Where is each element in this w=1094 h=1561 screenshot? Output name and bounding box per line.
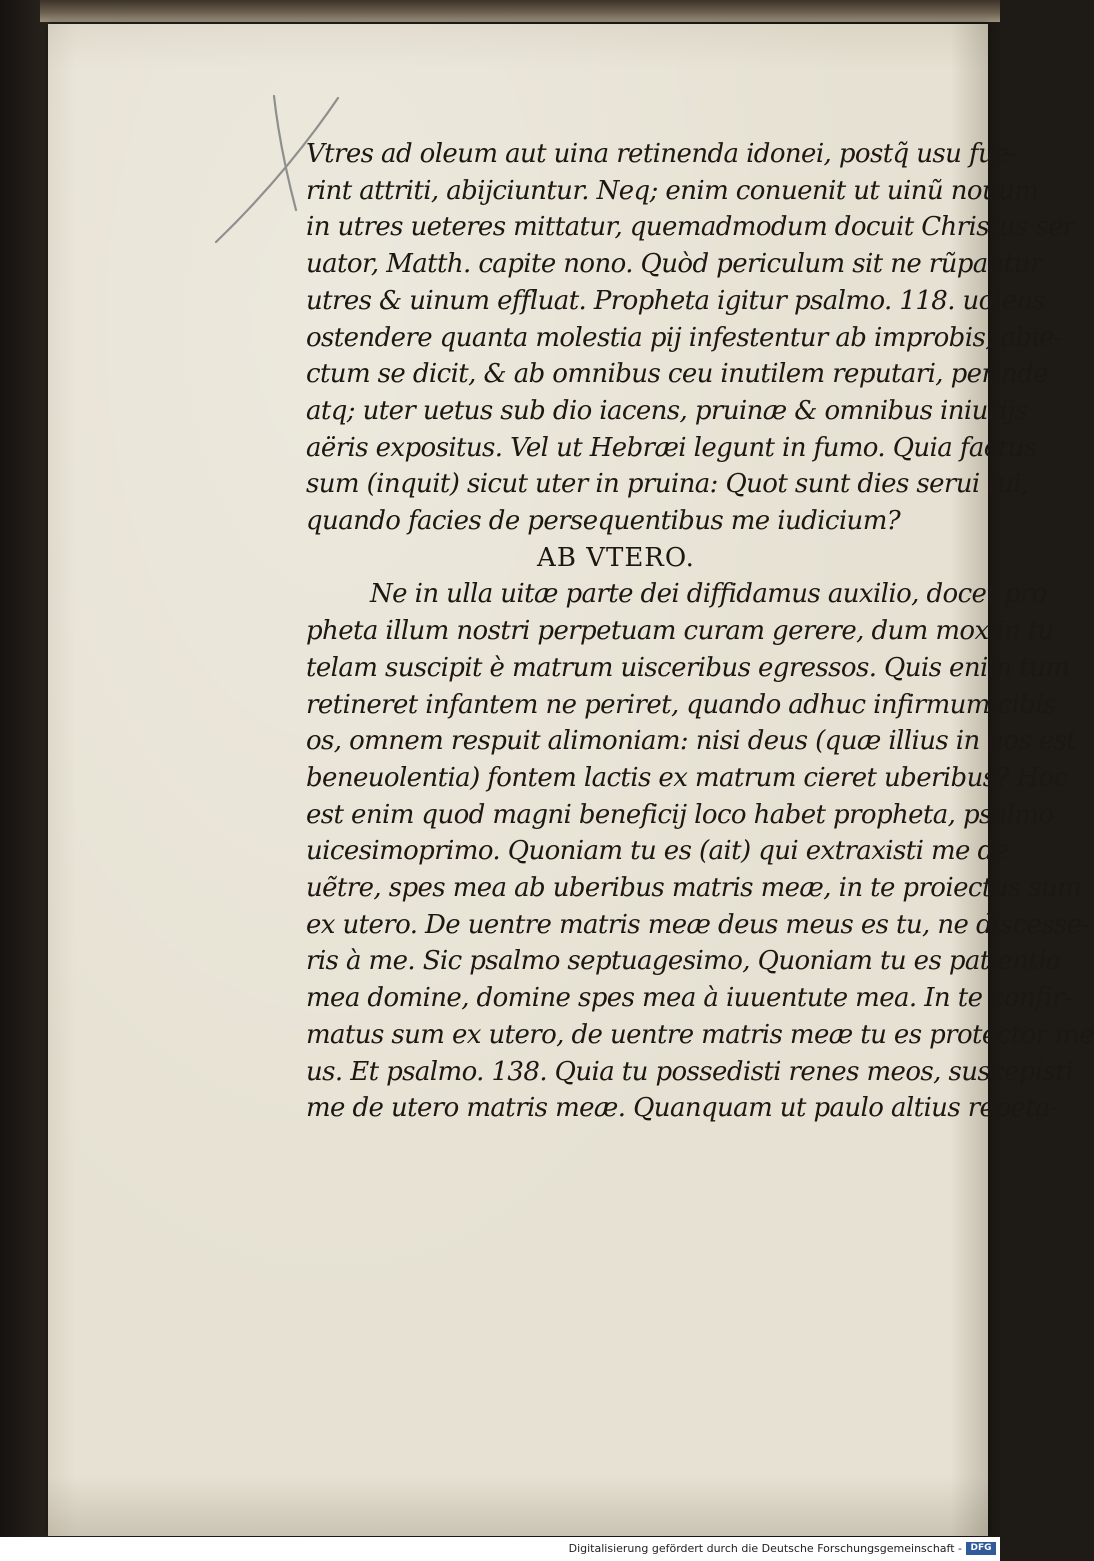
text-line: me de utero matris meæ. Quanquam ut paulo altius repeta- (306, 1093, 1059, 1124)
text-line: ex utero. De uentre matris meæ deus meus es tu, ne discesse- (306, 909, 1090, 940)
text-line: uẽtre, spes mea ab uberibus matris meæ, in te proiectus sum (306, 873, 1082, 904)
text-line: uicesimoprimo. Quoniam tu es (ait) qui extraxisti me de (306, 836, 1009, 867)
book-top-edge (40, 0, 1000, 22)
text-line: est enim quod magni beneficij loco habet propheta, psalmo (306, 799, 1054, 830)
text-line: telam suscipit è matrum uisceribus egressos. Quis enim tum (306, 652, 1070, 683)
footer-credit: Digitalisierung gefördert durch die Deutsche Forschungsgemeinschaft - (568, 1542, 962, 1555)
text-line: quando facies de persequentibus me iudicium? (306, 506, 901, 537)
text-line: rint attriti, abijciuntur. Neq; enim conuenit ut uinũ nouum (306, 175, 1039, 206)
text-line: ris à me. Sic psalmo septuagesimo, Quoniam tu es patientia (306, 946, 1061, 977)
section-heading: AB VTERO. (537, 542, 695, 573)
text-line: in utres ueteres mittatur, quemadmodum docuit Christus ser (306, 212, 1075, 243)
text-line: aëris expositus. Vel ut Hebræi legunt in fumo. Quia factus (306, 432, 1037, 463)
text-line: atq; uter uetus sub dio iacens, pruinæ & omnibus iniurijs (306, 395, 1028, 426)
text-line: us. Et psalmo. 138. Quia tu possedisti renes meos, suscepisti (306, 1056, 1073, 1087)
text-line: Ne in ulla uitæ parte dei diffidamus auxilio, docet pro (370, 579, 1047, 610)
text-line: beneuolentia) fontem lactis ex matrum cieret uberibus? Hoc (306, 762, 1068, 793)
text-line: uator, Matth. capite nono. Quòd periculum sit ne rũpantur (306, 249, 1042, 280)
paragraph-ab-utero (306, 576, 1094, 1127)
text-line: mea domine, domine spes mea à iuuentute mea. In te confir- (306, 983, 1072, 1014)
paragraph-utres (306, 136, 1075, 540)
text-line: matus sum ex utero, de uentre matris meæ tu es protector me (306, 1019, 1094, 1050)
text-line: os, omnem respuit alimoniam: nisi deus (quæ illius in nos est (306, 726, 1077, 757)
text-line: ostendere quanta molestia pij infestentur ab improbis, abie- (306, 322, 1063, 353)
dfg-logo-icon: DFG (966, 1542, 996, 1555)
text-line: pheta illum nostri perpetuam curam gerere, dum mox in tu (306, 616, 1054, 647)
text-line: Vtres ad oleum aut uina retinenda idonei, postq̃ usu fue- (306, 139, 1018, 169)
text-line: sum (inquit) sicut uter in pruina: Quot sunt dies serui tui, (306, 469, 1029, 500)
digitization-footer (0, 1537, 1000, 1561)
text-line: ctum se dicit, & ab omnibus ceu inutilem reputari, perinde (306, 359, 1048, 390)
page-text (306, 136, 1094, 1127)
text-line: retineret infantem ne periret, quando adhuc infirmum cibis (306, 689, 1056, 720)
text-line: utres & uinum effluat. Propheta igitur psalmo. 118. uolens (306, 285, 1046, 316)
